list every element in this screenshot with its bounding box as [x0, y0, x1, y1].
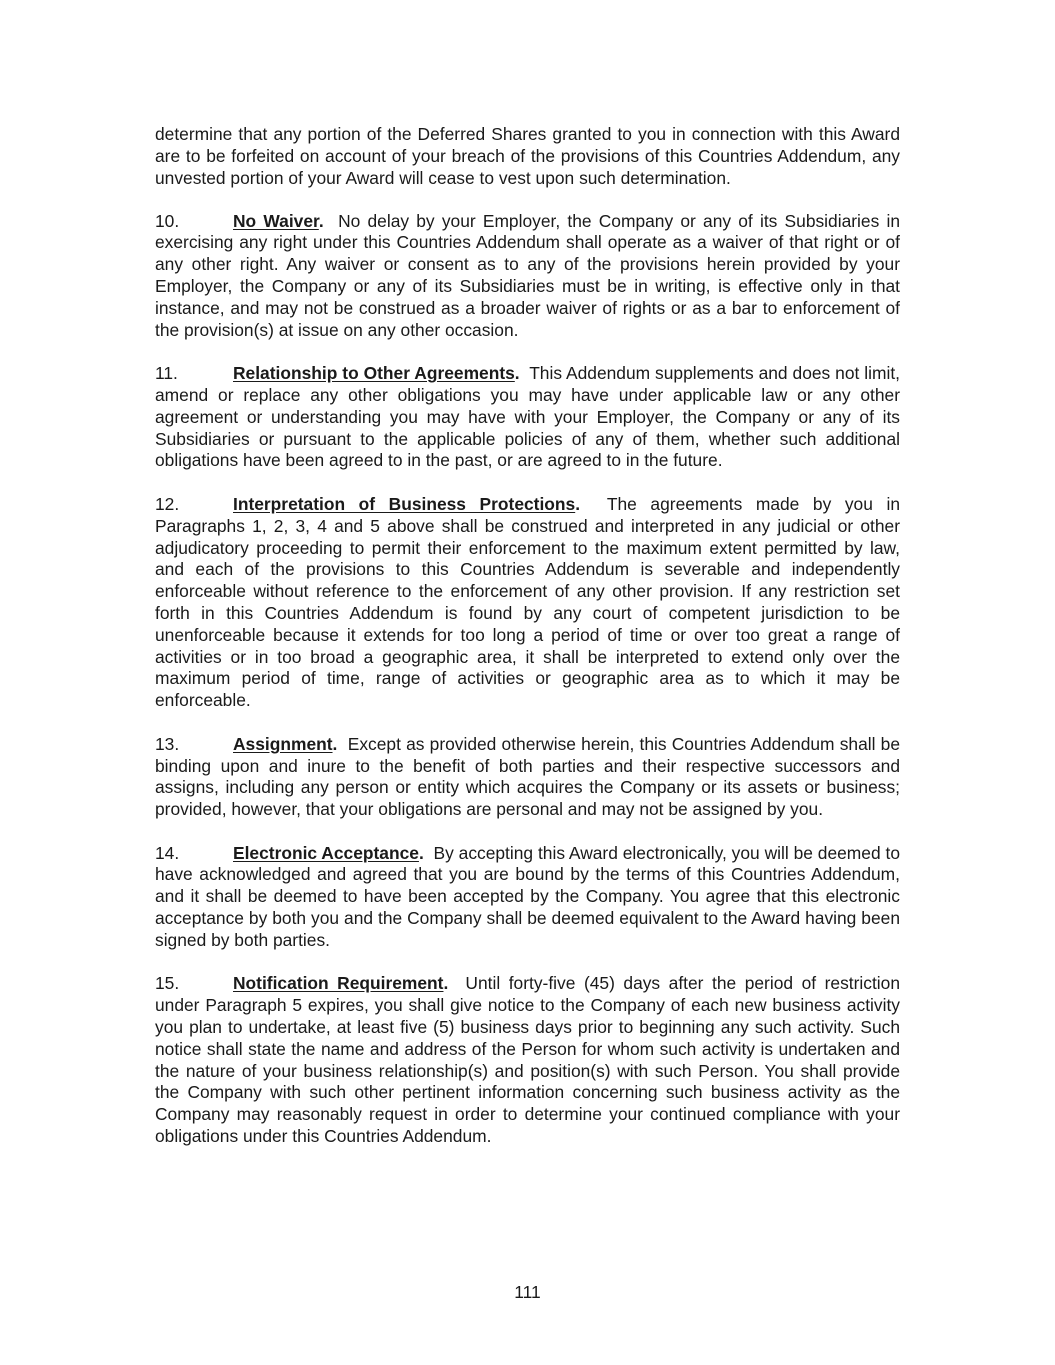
section-heading: Notification Requirement [233, 973, 444, 994]
section-body: Until forty-five (45) days after the period of restriction under Paragraph 5 expires, you shall give notice to the Company of each new business activity you plan to undertake, at least five (5) business days prior to beginning any such activity. Such notice shall state the name and address of the Person for whom such activity is undertaken and the nature of your business relationship(s) and position(s) with such Person. You shall provide the Company with such other pertinent information concerning such business activity as the Company may reasonably request in order to determine your continued compliance with your obligations under this Countries Addendum. [155, 973, 900, 1147]
document-page [155, 124, 900, 1170]
section-heading: Interpretation of Business Protections [233, 493, 576, 514]
section-heading: Assignment [233, 733, 333, 754]
section-heading: Relationship to Other Agreements [233, 363, 515, 384]
section-11-relationship-to-other-agreements: 11. Relationship to Other Agreements. This Addendum supplements and does not limit, amend or replace any other obligations you may have under applicable law or any other agreement or understanding you may have with your Employer, the Company or any of its Subsidiaries or pursuant to the applicable policies of any of them, whether such additional obligations have been agreed to in the past, or are agreed to in the future. [155, 363, 900, 471]
section-14-electronic-acceptance: 14. Electronic Acceptance. By accepting this Award electronically, you will be deemed to have acknowledged and agreed that you are bound by the terms of this Countries Addendum, and it shall be deemed to have been accepted by the Company. You agree that this electronic acceptance by both you and the Company shall be deemed equivalent to the Award having been signed by both parties. [155, 842, 900, 950]
section-heading: No Waiver [233, 210, 319, 231]
page-number: 111 [514, 1282, 541, 1302]
section-body: By accepting this Award electronically, you will be deemed to have acknowledged and agreed that you are bound by the terms of this Countries Addendum, and it shall be deemed to have been accepted by the Company. You agree that this electronic acceptance by both you and the Company shall be deemed equivalent to the Award having been signed by both parties. [155, 842, 900, 950]
section-heading: Electronic Acceptance [233, 842, 419, 863]
section-body: Except as provided otherwise herein, this Countries Addendum shall be binding upon and inure to the benefit of both parties and their respective successors and assigns, including any person or entity which acquires the Company or its assets or business; provided, however, that your obligations are personal and may not be assigned by you. [155, 733, 900, 820]
section-body: The agreements made by you in Paragraphs 1, 2, 3, 4 and 5 above shall be construed and interpreted in any judicial or other adjudicatory proceeding to permit their enforcement to the maximum extent permitted by law, and each of the provisions to this Countries Addendum is severable and independently enforceable without reference to the enforcement of any other provision. If any restriction set forth in this Countries Addendum is found by any court of competent jurisdiction to be unenforceable because it extends for too long a period of time or over too great a range of activities or in too broad a geographic area, it shall be interpreted to extend only over the maximum period of time, range of activities or geographic area as to which it may be enforceable. [155, 493, 900, 711]
section-body: No delay by your Employer, the Company or any of its Subsidiaries in exercising any right under this Countries Addendum shall operate as a waiver of that right or of any other right. Any waiver or consent as to any of the provisions herein provided by your Employer, the Company or any of its Subsidiaries must be in writing, is effective only in that instance, and may not be construed as a broader waiver of rights or as a bar to enforcement of the provision(s) at issue on any other occasion. [155, 210, 901, 340]
section-10-no-waiver: 10. No Waiver. No delay by your Employer, the Company or any of its Subsidiaries in exercising any right under this Countries Addendum shall operate as a waiver of that right or of any other right. Any waiver or consent as to any of the provisions herein provided by your Employer, the Company or any of its Subsidiaries must be in writing, is effective only in that instance, and may not be construed as a broader waiver of rights or as a bar to enforcement of the provision(s) at issue on any other occasion. [155, 210, 901, 340]
section-number: 10. [155, 210, 180, 231]
section-12-interpretation-of-business-protections: 12. Interpretation of Business Protections. The agreements made by you in Paragraphs 1, 2, 3, 4 and 5 above shall be construed and interpreted in any judicial or other adjudicatory proceeding to permit their enforcement to the maximum extent permitted by law, and each of the provisions to this Countries Addendum is severable and independently enforceable without reference to the enforcement of any other provision. If any restriction set forth in this Countries Addendum is found by any court of competent jurisdiction to be unenforceable because it extends for too long a period of time or over too great a range of activities or in too broad a geographic area, it shall be interpreted to extend only over the maximum period of time, range of activities or geographic area as to which it may be enforceable. [155, 493, 900, 711]
section-15-notification-requirement: 15. Notification Requirement. Until forty-five (45) days after the period of restriction under Paragraph 5 expires, you shall give notice to the Company of each new business activity you plan to undertake, at least five (5) business days prior to beginning any such activity. Such notice shall state the name and address of the Person for whom such activity is undertaken and the nature of your business relationship(s) and position(s) with such Person. You shall provide the Company with such other pertinent information concerning such business activity as the Company may reasonably request in order to determine your continued compliance with your obligations under this Countries Addendum. [155, 973, 900, 1147]
section-number: 15. [155, 973, 180, 994]
section-number: 11. [155, 363, 178, 384]
section-number: 12. [155, 493, 180, 514]
section-13-assignment: 13. Assignment. Except as provided otherwise herein, this Countries Addendum shall be binding upon and inure to the benefit of both parties and their respective successors and assigns, including any person or entity which acquires the Company or its assets or business; provided, however, that your obligations are personal and may not be assigned by you. [155, 733, 900, 820]
section-body: This Addendum supplements and does not limit, amend or replace any other obligations you may have under applicable law or any other agreement or understanding you may have with your Employer, the Company or any of its Subsidiaries or pursuant to the applicable policies of any of them, whether such additional obligations have been agreed to in the past, or are agreed to in the future. [155, 363, 900, 471]
continuation-paragraph: determine that any portion of the Deferred Shares granted to you in connection with this Award are to be forfeited on account of your breach of the provisions of this Countries Addendum, any unvested portion of your Award will cease to vest upon such determination. [155, 124, 900, 188]
section-number: 13. [155, 733, 180, 754]
section-number: 14. [155, 842, 180, 863]
